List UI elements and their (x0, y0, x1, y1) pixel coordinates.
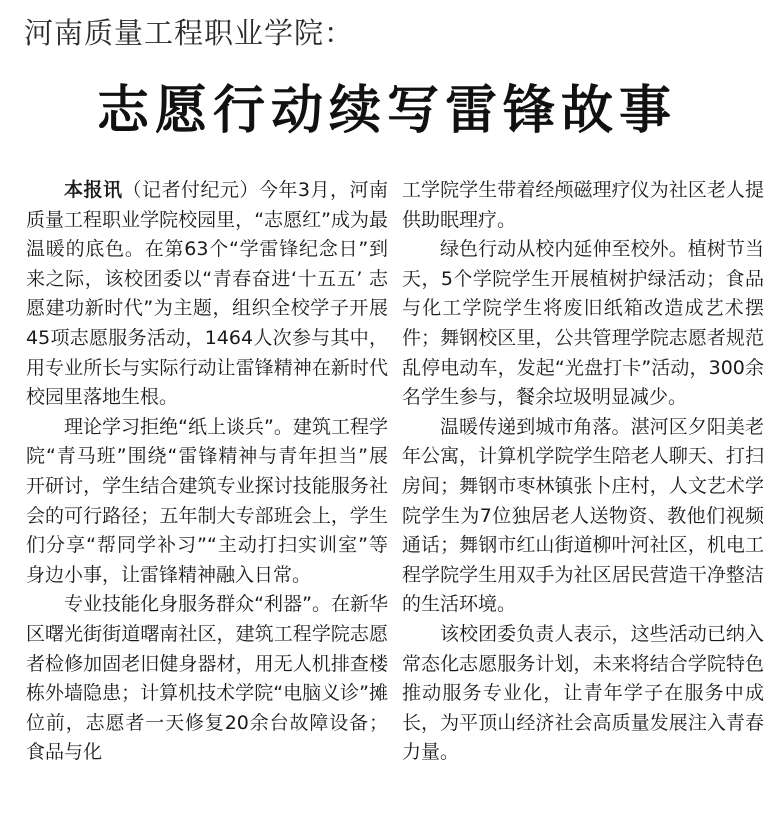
kicker-title: 河南质量工程职业学院： (24, 16, 355, 50)
byline: （记者付纪元） (122, 179, 259, 201)
paragraph-green: 绿色行动从校内延伸至校外。植树节当天，5个学院学生开展植树护绿活动；食品与化工学院学生将废旧纸箱改造成艺术摆件；舞钢校区里，公共管理学院志愿者规范乱停电动车，发起“光盘打卡”活动，300余名学生参与，餐余垃圾明显减少。 (402, 238, 764, 409)
paragraph-skills: 专业技能化身服务群众“利器”。在新华区曙光街街道曙南社区，建筑工程学院志愿者检修加固老旧健身器材，用无人机排查楼栋外墙隐患；计算机技术学院“电脑义诊”摊位前，志愿者一天修复20余台故障设备；食品与化 (26, 593, 388, 764)
lead-text: 今年3月，河南质量工程职业学院校园里，“志愿红”成为最温暖的底色。在第63个“学雷锋纪念日”到来之际，该校团委以“青春奋进‘十五五’ 志愿建功新时代”为主题，组织全校学子开展45项志愿服务活动，1464人次参与其中，用专业所长与实际行动让雷锋精神在新时代校园里落地生根。 (26, 179, 388, 409)
paragraph-warmth: 温暖传递到城市角落。湛河区夕阳美老年公寓，计算机学院学生陪老人聊天、打扫房间；舞钢市枣林镇张卜庄村，人文艺术学院学生为7位独居老人送物资、教他们视频通话；舞钢市红山街道柳叶河社区，机电工程学院学生用双手为社区居民营造干净整洁的生活环境。 (402, 415, 764, 616)
lead-paragraph (26, 176, 388, 413)
article-column-right (402, 176, 764, 768)
lead-tag: 本报讯 (64, 179, 123, 201)
paragraph-conclusion: 该校团委负责人表示，这些活动已纳入常态化志愿服务计划，未来将结合学院特色推动服务专业化，让青年学子在服务中成长，为平顶山经济社会高质量发展注入青春力量。 (402, 622, 764, 764)
paragraph-theory: 理论学习拒绝“纸上谈兵”。建筑工程学院“青马班”围绕“雷锋精神与青年担当”展开研讨，学生结合建筑专业探讨技能服务社会的可行路径；五年制大专部班会上，学生们分享“帮同学补习”“主动打扫实训室”等身边小事，让雷锋精神融入日常。 (26, 415, 388, 586)
article-column-left (26, 176, 388, 768)
paragraph-skills-continued: 工学院学生带着经颅磁理疗仪为社区老人提供助眠理疗。 (402, 179, 764, 231)
headline: 志愿行动续写雷锋故事 (96, 80, 677, 141)
